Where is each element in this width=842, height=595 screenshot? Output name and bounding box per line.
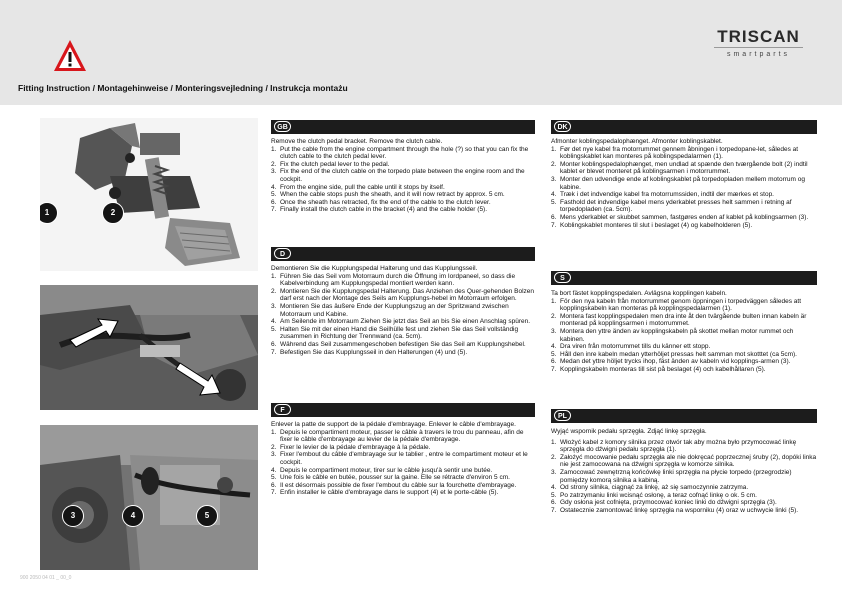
lang-tag-gb: GB: [274, 121, 291, 132]
section-body-pl: [551, 428, 817, 515]
step-item: 6. Während das Seil zusammengeschoben befestigen Sie das Seil am Kupplungshebel.: [271, 340, 526, 348]
section-header-gb: [271, 120, 535, 134]
page-title: Fitting Instruction / Montagehinweise / Monteringsvejledning / Instrukcja montażu: [18, 83, 348, 93]
section-header-f: [271, 403, 535, 417]
lang-tag-s: S: [554, 272, 571, 283]
section-body-s: [551, 290, 817, 374]
marker-5: 5: [196, 505, 218, 527]
step-item: 5. When the cable stops push the sheath, and it will now retract by approx. 5 cm.: [271, 191, 505, 199]
step-item: 1. Før det nye kabel fra motorrummet gennem åbningen i torpedopane-let, således at koblingskablet kan monteres på koblingspedalarmen (1).: [551, 145, 799, 161]
marker-3: 3: [62, 505, 84, 527]
step-item: 5. Fasthold det indvendige kabel mens yderkablet presses helt sammen i retning af torpedopladen (ca. 5cm).: [551, 198, 792, 214]
step-item: 3. Zamocować zewnętrzną końcówkę linki sprzęgła na płycie torpedo (przegrodzie) pomiędzy komorą silnika a kabiną.: [551, 468, 792, 484]
section-intro: Afmonter koblingspedalophænget. Afmonter koblingskablet.: [551, 138, 723, 145]
step-item: 1. Włożyć kabel z komory silnika przez otwór tak aby można było przymocować linkę sprzęgła do dźwigni pedału sprzęgła (1).: [551, 438, 797, 454]
photo-cable-holders: [40, 425, 258, 570]
step-item: 6. Mens yderkablet er skubbet sammen, fastgøres enden af kablet på koblingsarmen (3).: [551, 213, 809, 221]
step-item: 2. Monter koblingspedalophænget, men undlad at spænde den tværgående bolt (2) indtil kablet er blevet monteret på koblingsarmen i motorrummet.: [551, 160, 808, 176]
step-item: 4. From the engine side, pull the cable until it stops by itself.: [271, 183, 445, 191]
step-item: 2. Montieren Sie die Kupplungspedal Halterung. Das Anziehen des Quer-gehenden Bolzen darf erst nach der Montage des Seils am Kupplungs-hebel im Motorraum erfolgen.: [271, 287, 535, 303]
step-item: 4. Depuis le compartiment moteur, tirer sur le câble jusqu'à sentir une butée.: [271, 466, 493, 474]
warning-triangle-icon: [52, 38, 88, 74]
section-intro: Demontieren Sie die Kupplungspedal Halterung und das Kupplungsseil.: [271, 265, 478, 272]
section-body-gb: [271, 138, 535, 214]
step-item: 6. Il est désormais possible de fixer l'embout du câble sur la fourchette d'embrayage.: [271, 481, 517, 489]
step-item: 4. Am Seilende im Motorraum Ziehen Sie jetzt das Seil an bis Sie einen Anschlag spüren.: [271, 318, 531, 326]
steps-list: [271, 273, 535, 357]
step-item: 3. Montieren Sie das äußere Ende der Kupplungszug an der Spritzwand zwischen Motorraum und Kabine.: [271, 302, 509, 318]
marker-4: 4: [122, 505, 144, 527]
section-intro: Remove the clutch pedal bracket. Remove the clutch cable.: [271, 138, 443, 145]
step-item: 7. Koblingskablet monteres til slut i beslaget (4) og kabelholderen (5).: [551, 221, 753, 229]
steps-list: [551, 146, 817, 230]
lang-tag-pl: PL: [554, 410, 571, 421]
steps-list: [551, 298, 817, 374]
section-header-d: [271, 247, 535, 261]
lang-tag-d: D: [274, 248, 291, 259]
photo-clutch-pedal: [40, 118, 258, 271]
section-header-s: [551, 271, 817, 285]
step-item: 5. Håll den inre kabeln medan ytterhöljet pressas helt samman mot skotttet (ca 5cm).: [551, 350, 797, 358]
step-item: 3. Fix the end of the clutch cable on the torpedo plate between the engine room and the cockpit.: [271, 168, 525, 183]
step-item: 1. Put the cable from the engine compartment through the hole (?) so that you can fix the clutch cable to the clutch pedal lever.: [271, 145, 529, 161]
step-item: 7. Enfin installer le câble d'embrayage dans le support (4) et le porte-câble (5).: [271, 489, 499, 497]
step-item: 6. Once the sheath has retracted, fix the end of the cable to the clutch lever.: [271, 198, 491, 206]
marker-1: 1: [40, 202, 58, 224]
step-item: 6. Medan det yttre höljet trycks ihop, fäst änden av kabeln vid kopplings-armen (3).: [551, 358, 791, 366]
section-body-d: [271, 265, 535, 356]
step-item: 2. Fixer le levier de la pédale d'embrayage à la pédale.: [271, 443, 431, 451]
step-item: 6. Gdy osłona jest cofnięta, przymocować koniec linki do dźwigni sprzęgła (3).: [551, 499, 777, 507]
step-item: 1. Depuis le compartiment moteur, passer le câble à travers le trou du panneau, afin de fixer le câble d'embrayage au levier de la pédale d'embrayage.: [271, 428, 524, 444]
brand-logo: [708, 27, 809, 67]
section-header-dk: [551, 120, 817, 134]
lang-tag-f: F: [274, 404, 291, 415]
section-body-dk: [551, 138, 817, 229]
step-item: 2. Montera fast kopplingspedalen men dra inte åt den tvärgående bulten innan kabeln är monterad på kopplingsarmen i motorrummet.: [551, 312, 807, 328]
step-item: 1. För den nya kabeln från motorrummet genom öppningen i torpedväggen således att kopplingskabeln kan monteras på kopplingspedalarmen (1).: [551, 297, 802, 313]
marker-2: 2: [102, 202, 124, 224]
section-intro: Enlever la patte de support de la pédale d'embrayage. Enlever le câble d'embrayage.: [271, 421, 516, 428]
step-item: 4. Dra viren från motorrummet tills du känner ett stopp.: [551, 343, 711, 351]
step-item: 4. Od strony silnika, ciągnąć za linkę, aż się samoczynnie zatrzyma.: [551, 484, 749, 492]
step-item: 7. Kopplingskabeln monteras till sist på beslaget (4) och kabelhållaren (5).: [551, 365, 766, 373]
step-item: 7. Finally install the clutch cable in the bracket (4) and the cable holder (5).: [271, 206, 488, 214]
step-item: 5. Halten Sie mit der einen Hand die Seilhülle fest und ziehen Sie das Seil vollständig zusammen in Richtung der Trennwand (ca. 5cm).: [271, 325, 519, 341]
step-item: 2. Fix the clutch pedal lever to the pedal.: [271, 160, 390, 168]
step-item: 7. Ostatecznie zamontować linkę sprzęgła na wsporniku (4) oraz w uchwycie linki (5).: [551, 506, 799, 514]
brand-name: TRISCAN: [717, 27, 800, 46]
section-intro: Ta bort fästet kopplingspedalen. Avlägsna kopplingen kabeln.: [551, 290, 727, 297]
step-item: 5. Une fois le câble en butée, pousser sur la gaine. Elle se rétracte d'environ 5 cm.: [271, 474, 510, 482]
document-code: 900 2050 04 01 _ 00_0: [20, 575, 72, 581]
steps-list: [271, 146, 535, 214]
step-item: 1. Führen Sie das Seil vom Motorraum durch die Öffnung im Iordpaneel, so dass die Kabelverbindung am Kupplungspedal montiert werden kann.: [271, 272, 516, 288]
step-item: 4. Træk i det indvendige kabel fra motorrumssiden, indtil der mærkes et stop.: [551, 191, 774, 199]
steps-list: [271, 429, 535, 497]
section-intro: Wyjąć wspornik pedału sprzęgła. Zdjąć linkę sprzęgła.: [551, 428, 707, 435]
step-item: 3. Montera den yttre änden av kopplingskabeln på skottet mellan motor rummet och kabinen.: [551, 327, 794, 343]
step-item: 2. Założyć mocowanie pedału sprzęgła ale nie dokręcać poprzecznej śruby (2), dopóki linka nie jest zamocowana na dźwigni sprzęgła w komorze silnika.: [551, 453, 817, 469]
step-item: 7. Befestigen Sie das Kupplungsseil in den Halterungen (4) und (5).: [271, 348, 468, 356]
step-item: 3. Monter den udvendige ende af koblingskablet på torpedopladen mellem motorrum og kabine.: [551, 175, 805, 191]
section-header-pl: [551, 409, 817, 423]
step-item: 5. Po zatrzymaniu linki wcisnąć osłonę, a teraz cofnąć linkę o ok. 5 cm.: [551, 491, 757, 499]
steps-list: [551, 439, 817, 515]
lang-tag-dk: DK: [554, 121, 571, 132]
photo-engine-cable: [40, 285, 258, 410]
step-item: 3. Fixer l'embout du câble d'embrayage sur le tablier , entre le compartiment moteur et le cockpit.: [271, 451, 528, 466]
section-body-f: [271, 421, 535, 497]
brand-tagline: smartparts: [726, 51, 791, 58]
